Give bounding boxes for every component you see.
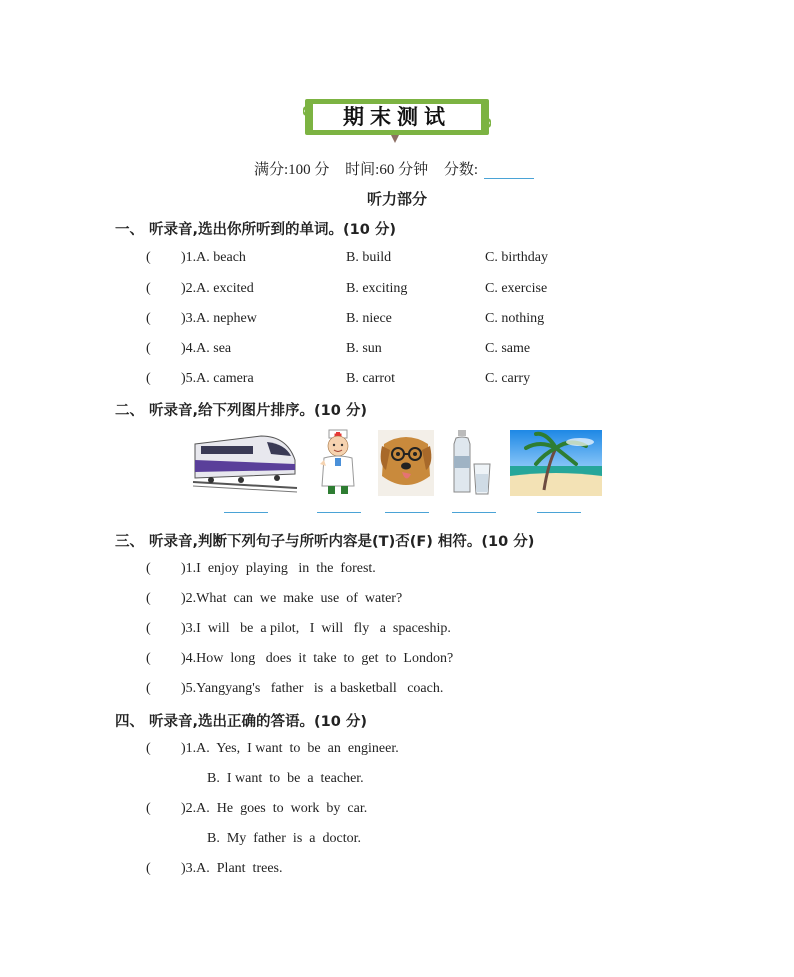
s1-option-c: C. same [485,341,531,356]
s3-paren[interactable]: ( [146,561,151,576]
s1-option-c: C. birthday [485,250,548,265]
s3-sentence: )1.I enjoy playing in the forest. [181,561,376,576]
s3-sentence: )5.Yangyang's father is a basketball coach. [181,681,444,696]
s4-option-a: )1.A. Yes, I want to be an engineer. [181,741,399,756]
page-title: 期末测试 [343,105,451,129]
s4-paren[interactable]: ( [146,801,151,816]
s1-option-a: )1.A. beach [181,250,246,265]
s3-paren[interactable]: ( [146,591,151,606]
s4-paren[interactable]: ( [146,861,151,876]
s1-option-a: )5.A. camera [181,371,254,386]
train-icon [191,430,299,494]
picture-answer-blank[interactable] [317,512,361,513]
s1-option-a: )4.A. sea [181,341,232,356]
s1-paren[interactable]: ( [146,281,151,296]
section-3-heading: 三、 听录音,判断下列句子与所听内容是(T)否(F) 相符。(10 分) [115,534,535,550]
water-bottle-icon [450,430,492,496]
part-title: 听力部分 [366,190,427,208]
s1-option-b: B. build [346,250,392,265]
dog-icon [378,430,434,496]
section-2-heading: 二、 听录音,给下列图片排序。(10 分) [115,403,368,419]
score-blank[interactable] [484,164,534,179]
picture-answer-blank[interactable] [452,512,496,513]
s1-option-c: C. carry [485,371,531,386]
picture-answer-blank[interactable] [537,512,581,513]
doctor-icon [316,428,360,496]
s1-paren[interactable]: ( [146,311,151,326]
s3-paren[interactable]: ( [146,621,151,636]
score-label: 分数: [443,162,478,178]
s3-sentence: )3.I will be a pilot, I will fly a spaceship. [181,621,451,636]
beach-icon [510,430,602,496]
s4-paren[interactable]: ( [146,741,151,756]
section-4-heading: 四、 听录音,选出正确的答语。(10 分) [115,714,368,730]
s1-option-a: )3.A. nephew [181,311,257,326]
s3-paren[interactable]: ( [146,651,151,666]
s1-option-c: C. nothing [485,311,545,326]
score-field [444,162,540,178]
s1-option-a: )2.A. excited [181,281,254,296]
picture-answer-blank[interactable] [385,512,429,513]
s4-option-a: )3.A. Plant trees. [181,861,283,876]
title-banner [303,97,491,137]
s1-option-c: C. exercise [485,281,548,296]
exam-meta [0,158,794,179]
section-1-heading: 一、 听录音,选出你所听到的单词。(10 分) [115,222,397,238]
s1-option-b: B. exciting [346,281,408,296]
s1-paren[interactable]: ( [146,341,151,356]
s3-sentence: )2.What can we make use of water? [181,591,403,606]
s1-option-b: B. carrot [346,371,395,386]
full-score: 满分:100 分 [253,162,330,178]
s3-paren[interactable]: ( [146,681,151,696]
s4-option-b: B. My father is a doctor. [207,831,361,846]
s1-paren[interactable]: ( [146,371,151,386]
time-limit: 时间:60 分钟 [345,162,429,178]
s1-option-b: B. niece [346,311,392,326]
s1-option-b: B. sun [346,341,382,356]
s3-sentence: )4.How long does it take to get to London? [181,651,454,666]
s4-option-a: )2.A. He goes to work by car. [181,801,368,816]
s1-paren[interactable]: ( [146,250,151,265]
s4-option-b: B. I want to be a teacher. [207,771,364,786]
picture-answer-blank[interactable] [224,512,268,513]
